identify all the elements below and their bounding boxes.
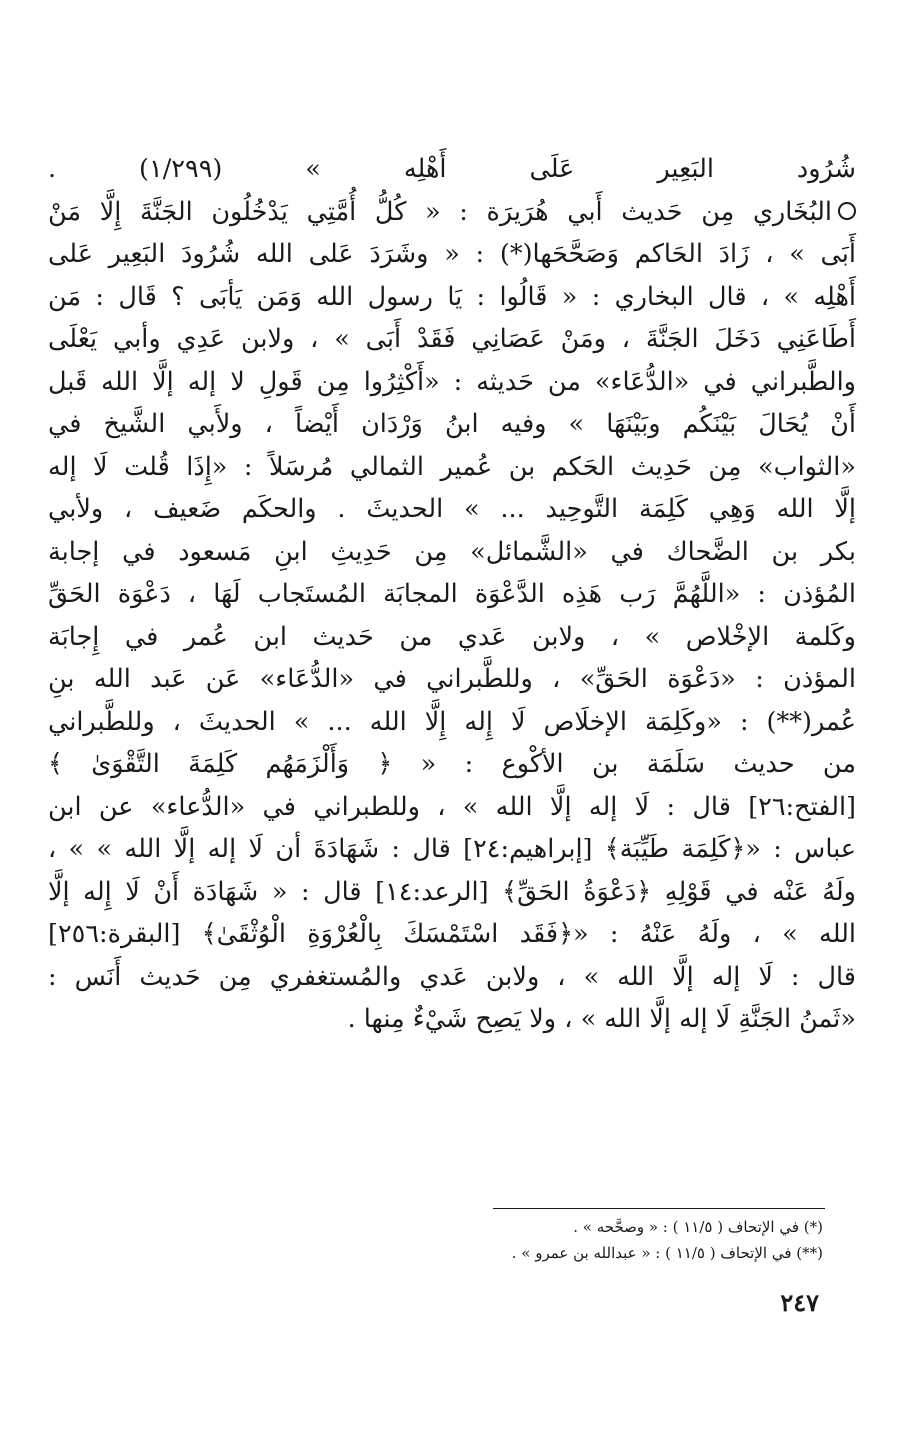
footnote: (*) في الإتحاف ( ١١/٥ ) : « وصحَّحه » .: [573, 1218, 823, 1236]
text-line: عُمر(**) : «وكَلِمَة الإخلَاص لَا إِله إِلَّا الله ... » الحديثَ ، وللطَّبراني: [48, 706, 856, 737]
text-line: ولَهُ عَنْه في قَوْلِهِ ﴿دَعْوَةُ الحَقِّ﴾ [الرعد:١٤] قال : « شَهَادَة أَنْ لَا إِله إلَّا: [48, 876, 856, 907]
footnote-divider: [493, 1208, 825, 1209]
text-line: من حديث سَلَمَة بن الأكْوع : « ﴿ وَأَلْزَمَهُم كَلِمَةَ التَّقْوَىٰ ﴾: [48, 749, 856, 779]
main-text: [48, 148, 856, 1041]
text-line: وكَلمة الإخْلاص » ، ولابن عَدي من حَديث ابن عُمر في إِجابَة: [48, 621, 856, 652]
footnote: (**) في الإتحاف ( ١١/٥ ) : « عبدالله بن عمرو » .: [511, 1244, 823, 1262]
text-line: أَبَى » ، زَادَ الحَاكم وَصَحَّحَها(*) : « وشَرَدَ عَلى الله شُرُودَ البَعِير عَلى: [48, 239, 856, 269]
text-line: المُؤذن : «اللَّهُمَّ رَب هَذِه الدَّعْوَة المجابَة المُستَجاب لَهَا ، دَعْوَة الحَقِّ: [48, 579, 856, 609]
text-line: شُرُود البَعِير عَلَى أَهْلِه » (١/٢٩٩) .: [48, 154, 856, 184]
text-line: قال : لَا إله إلَّا الله » ، ولابن عَدي والمُستغفري مِن حَديث أَنَس :: [48, 961, 856, 992]
text-line: الله » ، ولَهُ عَنْهُ : «﴿فَقَد اسْتَمْسَكَ بِالْعُرْوَةِ الْوُثْقَىٰ﴾ [البقرة:٢٥٦]: [48, 919, 856, 949]
text-line: أَطَاعَنِي دَخَلَ الجَنَّةَ ، ومَنْ عَصَانِي فَقَدْ أَبَى » ، ولابن عَدِي وأبي يَعْلَى: [48, 324, 856, 354]
text-line: إلَّا الله وَهِي كَلِمَة التَّوحِيد ... » الحديثَ . والحكَم ضَعيف ، ولأبي: [48, 494, 856, 524]
text-line: المؤذن : «دَعْوَة الحَقِّ» ، وللطَّبراني في «الدُّعَاء» عَن عَبد الله بنِ: [48, 664, 856, 694]
text-line: عباس : «﴿كَلِمَة طَيِّبَة﴾ [إبراهيم:٢٤] قال : شَهَادَةَ أن لَا إله إلَّا الله » » ،: [48, 834, 856, 864]
text-line: البُخَاري مِن حَديث أَبي هُرَيرَة : « كُلُّ أُمَّتِي يَدْخُلُون الجَنَّةَ إِلَّا مَنْ: [48, 196, 832, 227]
bullet-circle-icon: [838, 202, 856, 220]
page-number: ٢٤٧: [780, 1288, 819, 1317]
text-line: أَهْلِه » ، قال البخاري : « قَالُوا : يَا رسول الله وَمَن يَأبَى ؟ قَال : مَن: [48, 281, 856, 312]
text-line: والطَّبراني في «الدُّعَاء» من حَديثه : «أَكْثِرُوا مِن قَولِ لا إله إلَّا الله قَبل: [48, 366, 856, 397]
text-line: «الثواب» مِن حَدِيث الحَكم بن عُمير الثمالي مُرسَلاً : «إِذَا قُلت لَا إله: [48, 451, 856, 482]
text-line-with-bullet: [48, 191, 856, 234]
footnotes: [223, 1214, 823, 1266]
text-line: [الفتح:٢٦] قال : لَا إله إلَّا الله » ، وللطبراني في «الدُّعاء» عن ابن: [48, 791, 856, 822]
text-line: أَنْ يُحَالَ بَيْنَكُم وبَيْنَهَا » وفيه ابنُ وَرْدَان أَيْضاً ، ولأَبي الشَّيخ في: [48, 409, 856, 439]
text-line: بكر بن الضَّحاك في «الشَّمائل» مِن حَدِيثِ ابنِ مَسعود في إجابة: [48, 536, 856, 567]
text-line: «ثَمنُ الجَنَّةِ لَا إله إلَّا الله » ، ولا يَصِح شَيْءٌ مِنها .: [347, 1004, 856, 1034]
